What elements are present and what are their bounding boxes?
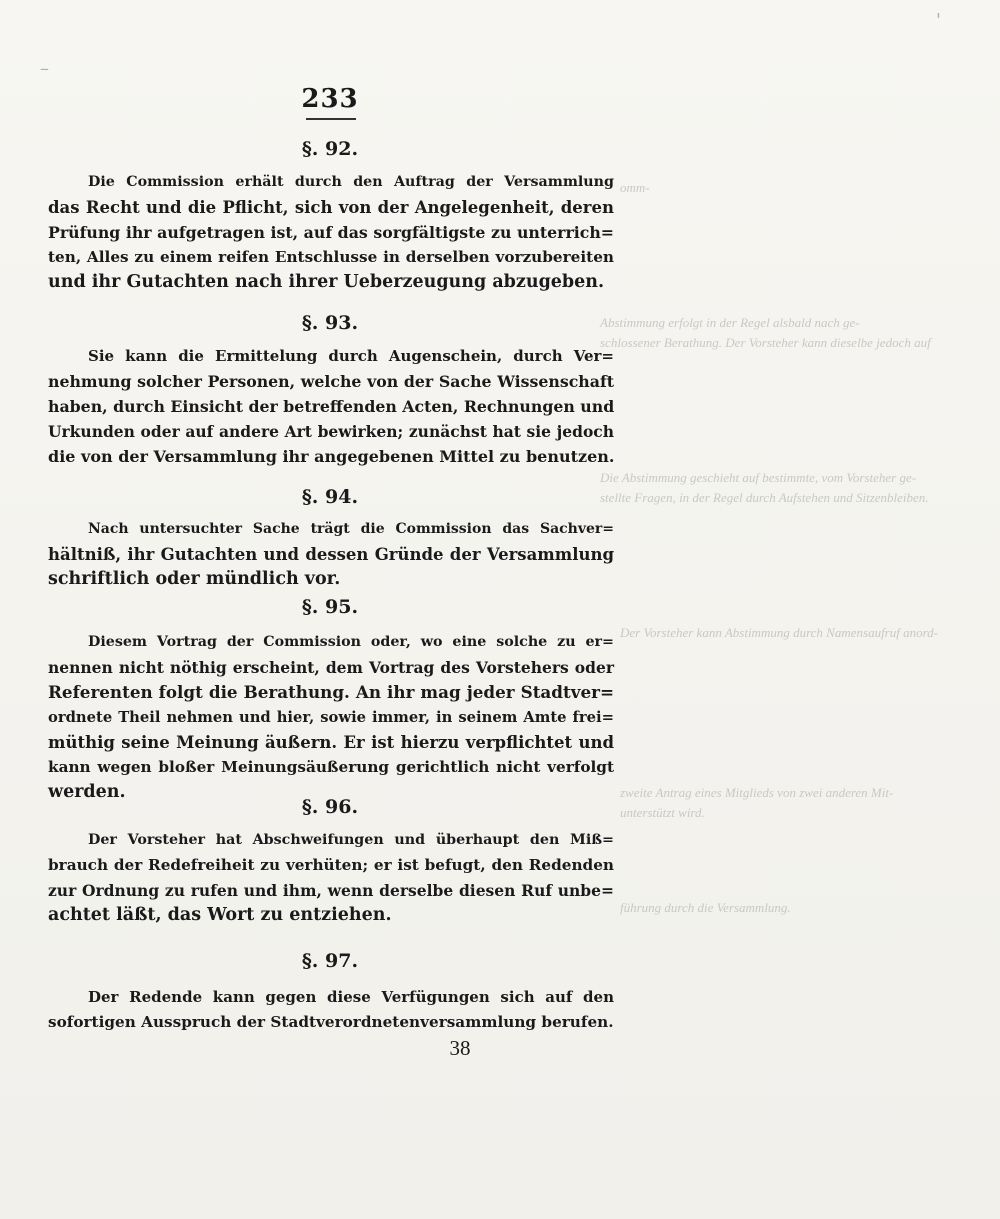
section-93-body [48, 344, 614, 469]
text-line: Urkunden oder auf andere Art bewirken; zunächst hat sie jedoch [48, 422, 614, 441]
text-line: nehmung solcher Personen, welche von der Sache Wissenschaft [48, 372, 614, 391]
bleed-through-text: zweite Antrag eines Mitglieds von zwei anderen Mit- [620, 785, 894, 800]
text-line: sofortigen Ausspruch der Stadtverordnetenversammlung berufen. [48, 1013, 614, 1031]
section-95-body [48, 630, 614, 805]
text-line: Referenten folgt die Berathung. An ihr mag jeder Stadtver= [48, 682, 614, 702]
bleed-through-text: schlossener Berathung. Der Vorsteher kann dieselbe jedoch auf [600, 335, 931, 350]
bleed-through-text: stellte Fragen, in der Regel durch Aufstehen und Sitzenbleiben. [600, 490, 929, 505]
section-94-body [48, 517, 614, 592]
text-line: schriftlich oder mündlich vor. [48, 569, 341, 589]
text-line: werden. [48, 782, 126, 802]
section-heading-95: §. 95. [301, 596, 359, 618]
text-line: brauch der Redefreiheit zu verhüten; er ist befugt, den Redenden [48, 856, 614, 874]
header-rule [306, 118, 356, 120]
text-line: und ihr Gutachten nach ihrer Ueberzeugung abzugeben. [48, 272, 605, 292]
text-line: Nach untersuchter Sache trägt die Commission das Sachver= [88, 521, 614, 537]
text-line: zur Ordnung zu rufen und ihm, wenn derselbe diesen Ruf unbe= [48, 881, 614, 900]
text-line: nennen nicht nöthig erscheint, dem Vortrag des Vorstehers oder [48, 658, 614, 677]
section-heading-92: §. 92. [301, 138, 359, 160]
scan-mark: – [40, 58, 49, 79]
section-92-body [48, 170, 614, 295]
text-line: Diesem Vortrag der Commission oder, wo eine solche zu er= [88, 634, 614, 650]
text-line: haben, durch Einsicht der betreffenden Acten, Rechnungen und [48, 397, 615, 416]
text-line: Sie kann die Ermittelung durch Augenschein, durch Ver= [88, 347, 614, 365]
bleed-through-text: unterstützt wird. [620, 805, 705, 820]
text-line: Der Redende kann gegen diese Verfügungen sich auf den [88, 988, 614, 1006]
text-line: Der Vorsteher hat Abschweifungen und überhaupt den Miß= [88, 832, 614, 848]
section-97-body [48, 985, 614, 1035]
text-line: Die Commission erhält durch den Auftrag der Versammlung [88, 174, 614, 190]
bleed-through-text: Der Vorsteher kann Abstimmung durch Namensaufruf anord- [620, 625, 939, 640]
bleed-through-text: omm- [620, 180, 650, 195]
page-number: 233 [301, 84, 359, 114]
text-line: ten, Alles zu einem reifen Entschlusse in derselben vorzubereiten [48, 248, 614, 266]
scan-mark: ' [936, 10, 941, 31]
bleed-through-text: Die Abstimmung geschieht auf bestimmte, vom Vorsteher ge- [600, 470, 917, 485]
text-line: hältniß, ihr Gutachten und dessen Gründe der Versammlung [48, 545, 614, 564]
bleed-through-text: führung durch die Versammlung. [620, 900, 791, 915]
section-heading-94: §. 94. [301, 486, 359, 508]
text-line: die von der Versammlung ihr angegebenen Mittel zu benutzen. [48, 447, 615, 466]
bleed-through-text: Abstimmung erfolgt in der Regel alsbald nach ge- [600, 315, 860, 330]
text-line: ordnete Theil nehmen und hier, sowie immer, in seinem Amte frei= [48, 709, 614, 726]
section-96-body [48, 828, 614, 928]
signature-mark: 38 [449, 1036, 471, 1060]
text-line: kann wegen bloßer Meinungsäußerung gerichtlich nicht verfolgt [48, 758, 614, 776]
section-heading-96: §. 96. [301, 796, 359, 818]
text-line: achtet läßt, das Wort zu entziehen. [48, 905, 392, 925]
section-heading-93: §. 93. [301, 312, 359, 334]
text-line: müthig seine Meinung äußern. Er ist hierzu verpflichtet und [48, 733, 614, 752]
text-line: Prüfung ihr aufgetragen ist, auf das sorgfältigste zu unterrich= [48, 223, 614, 242]
section-heading-97: §. 97. [301, 950, 359, 972]
text-line: das Recht und die Pflicht, sich von der Angelegenheit, deren [48, 198, 614, 217]
